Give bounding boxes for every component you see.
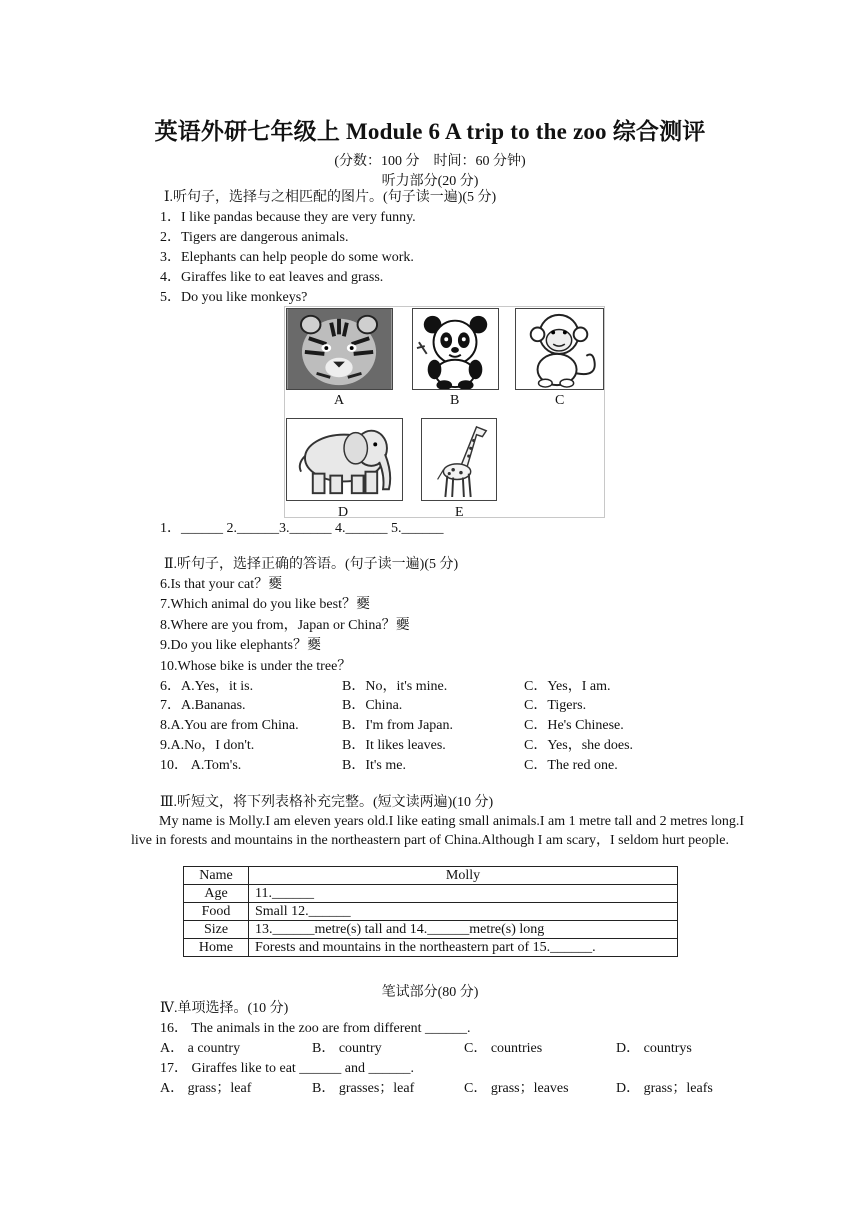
part1-sentence-4: 4．Giraffes like to eat leaves and grass.: [160, 270, 384, 285]
option-9c: C．Yes，she does.: [524, 738, 634, 753]
table-row: [184, 939, 678, 957]
monkey-icon: [515, 308, 604, 390]
part2-question-8: 8.Where are you from，Japan or China？夒: [160, 618, 410, 633]
option-17c: C． grass；leaves: [464, 1081, 569, 1096]
table-row: [184, 903, 678, 921]
picture-label-a: A: [334, 393, 345, 408]
option-17a: A． grass；leaf: [160, 1081, 252, 1096]
table-row: [184, 867, 678, 885]
part4-instruction: Ⅳ.单项选择。(10 分): [160, 1001, 289, 1016]
part2-question-6: 6.Is that your cat？夒: [160, 577, 283, 592]
option-16b: B． country: [312, 1041, 382, 1056]
elephant-icon: [286, 418, 403, 501]
option-10b: B．It's me.: [342, 758, 406, 773]
picture-label-b: B: [450, 393, 460, 408]
score-line: (分数：100 分 时间：60 分钟): [334, 154, 526, 169]
tiger-icon: [286, 308, 393, 390]
table-cell: Small 12.______: [249, 903, 678, 921]
option-7c: C．Tigers.: [524, 698, 587, 713]
table-cell: 11.______: [249, 885, 678, 903]
part2-question-10: 10.Whose bike is under the tree？: [160, 659, 352, 674]
option-8c: C．He's Chinese.: [524, 718, 624, 733]
giraffe-icon: [421, 418, 497, 501]
option-6c: C．Yes，I am.: [524, 679, 611, 694]
part1-instruction: Ⅰ.听句子，选择与之相匹配的图片。(句子读一遍)(5 分): [164, 190, 497, 205]
picture-label-d: D: [338, 505, 349, 520]
option-8a: 8.A.You are from China.: [160, 718, 299, 733]
table-cell: Food: [184, 903, 249, 921]
part1-sentence-5: 5．Do you like monkeys?: [160, 290, 308, 305]
option-8b: B．I'm from Japan.: [342, 718, 454, 733]
picture-label-c: C: [555, 393, 565, 408]
picture-label-e: E: [455, 505, 464, 520]
part3-instruction: Ⅲ.听短文，将下列表格补充完整。(短文读两遍)(10 分): [160, 795, 494, 810]
option-16c: C． countries: [464, 1041, 543, 1056]
part2-question-9: 9.Do you like elephants？夒: [160, 638, 321, 653]
table-cell: Home: [184, 939, 249, 957]
panda-icon: [412, 308, 499, 390]
writing-heading: 笔试部分(80 分): [381, 985, 479, 1000]
table-row: [184, 921, 678, 939]
question-16: 16． The animals in the zoo are from different ______.: [160, 1021, 471, 1036]
table-header-value: Molly: [249, 867, 678, 885]
question-17: 17． Giraffes like to eat ______ and ______.: [160, 1061, 415, 1076]
table-row: [184, 885, 678, 903]
option-6b: B．No，it's mine.: [342, 679, 448, 694]
table-header-key: Name: [184, 867, 249, 885]
table-cell: Forests and mountains in the northeastern part of 15.______.: [249, 939, 678, 957]
option-10a: 10． A.Tom's.: [160, 758, 242, 773]
option-7b: B．China.: [342, 698, 403, 713]
table-cell: Size: [184, 921, 249, 939]
page-title: 英语外研七年级上 Module 6 A trip to the zoo 综合测评: [154, 119, 706, 144]
info-table: [183, 866, 678, 957]
part1-sentence-1: 1．I like pandas because they are very funny.: [160, 210, 416, 225]
part1-answer-line: 1．______ 2.______3.______ 4.______ 5.______: [160, 521, 444, 536]
listening-heading: 听力部分(20 分): [381, 174, 479, 189]
part3-passage: My name is Molly.I am eleven years old.I like eating small animals.I am 1 metre tall and 2 metres long.I live in forests and mountains in the northeastern part of China.Although I am scary，I seldom hurt people.: [131, 814, 744, 848]
part1-sentence-3: 3．Elephants can help people do some work.: [160, 250, 414, 265]
option-6a: 6．A.Yes，it is.: [160, 679, 254, 694]
option-16a: A． a country: [160, 1041, 241, 1056]
table-cell: 13.______metre(s) tall and 14.______metre(s) long: [249, 921, 678, 939]
table-cell: Age: [184, 885, 249, 903]
option-17b: B． grasses；leaf: [312, 1081, 415, 1096]
option-7a: 7．A.Bananas.: [160, 698, 246, 713]
option-10c: C．The red one.: [524, 758, 618, 773]
part2-instruction: Ⅱ.听句子，选择正确的答语。(句子读一遍)(5 分): [164, 557, 459, 572]
option-16d: D． countrys: [616, 1041, 692, 1056]
option-9b: B．It likes leaves.: [342, 738, 446, 753]
option-17d: D． grass；leafs: [616, 1081, 713, 1096]
part2-question-7: 7.Which animal do you like best？夒: [160, 597, 370, 612]
option-9a: 9.A.No，I don't.: [160, 738, 255, 753]
part1-sentence-2: 2．Tigers are dangerous animals.: [160, 230, 349, 245]
